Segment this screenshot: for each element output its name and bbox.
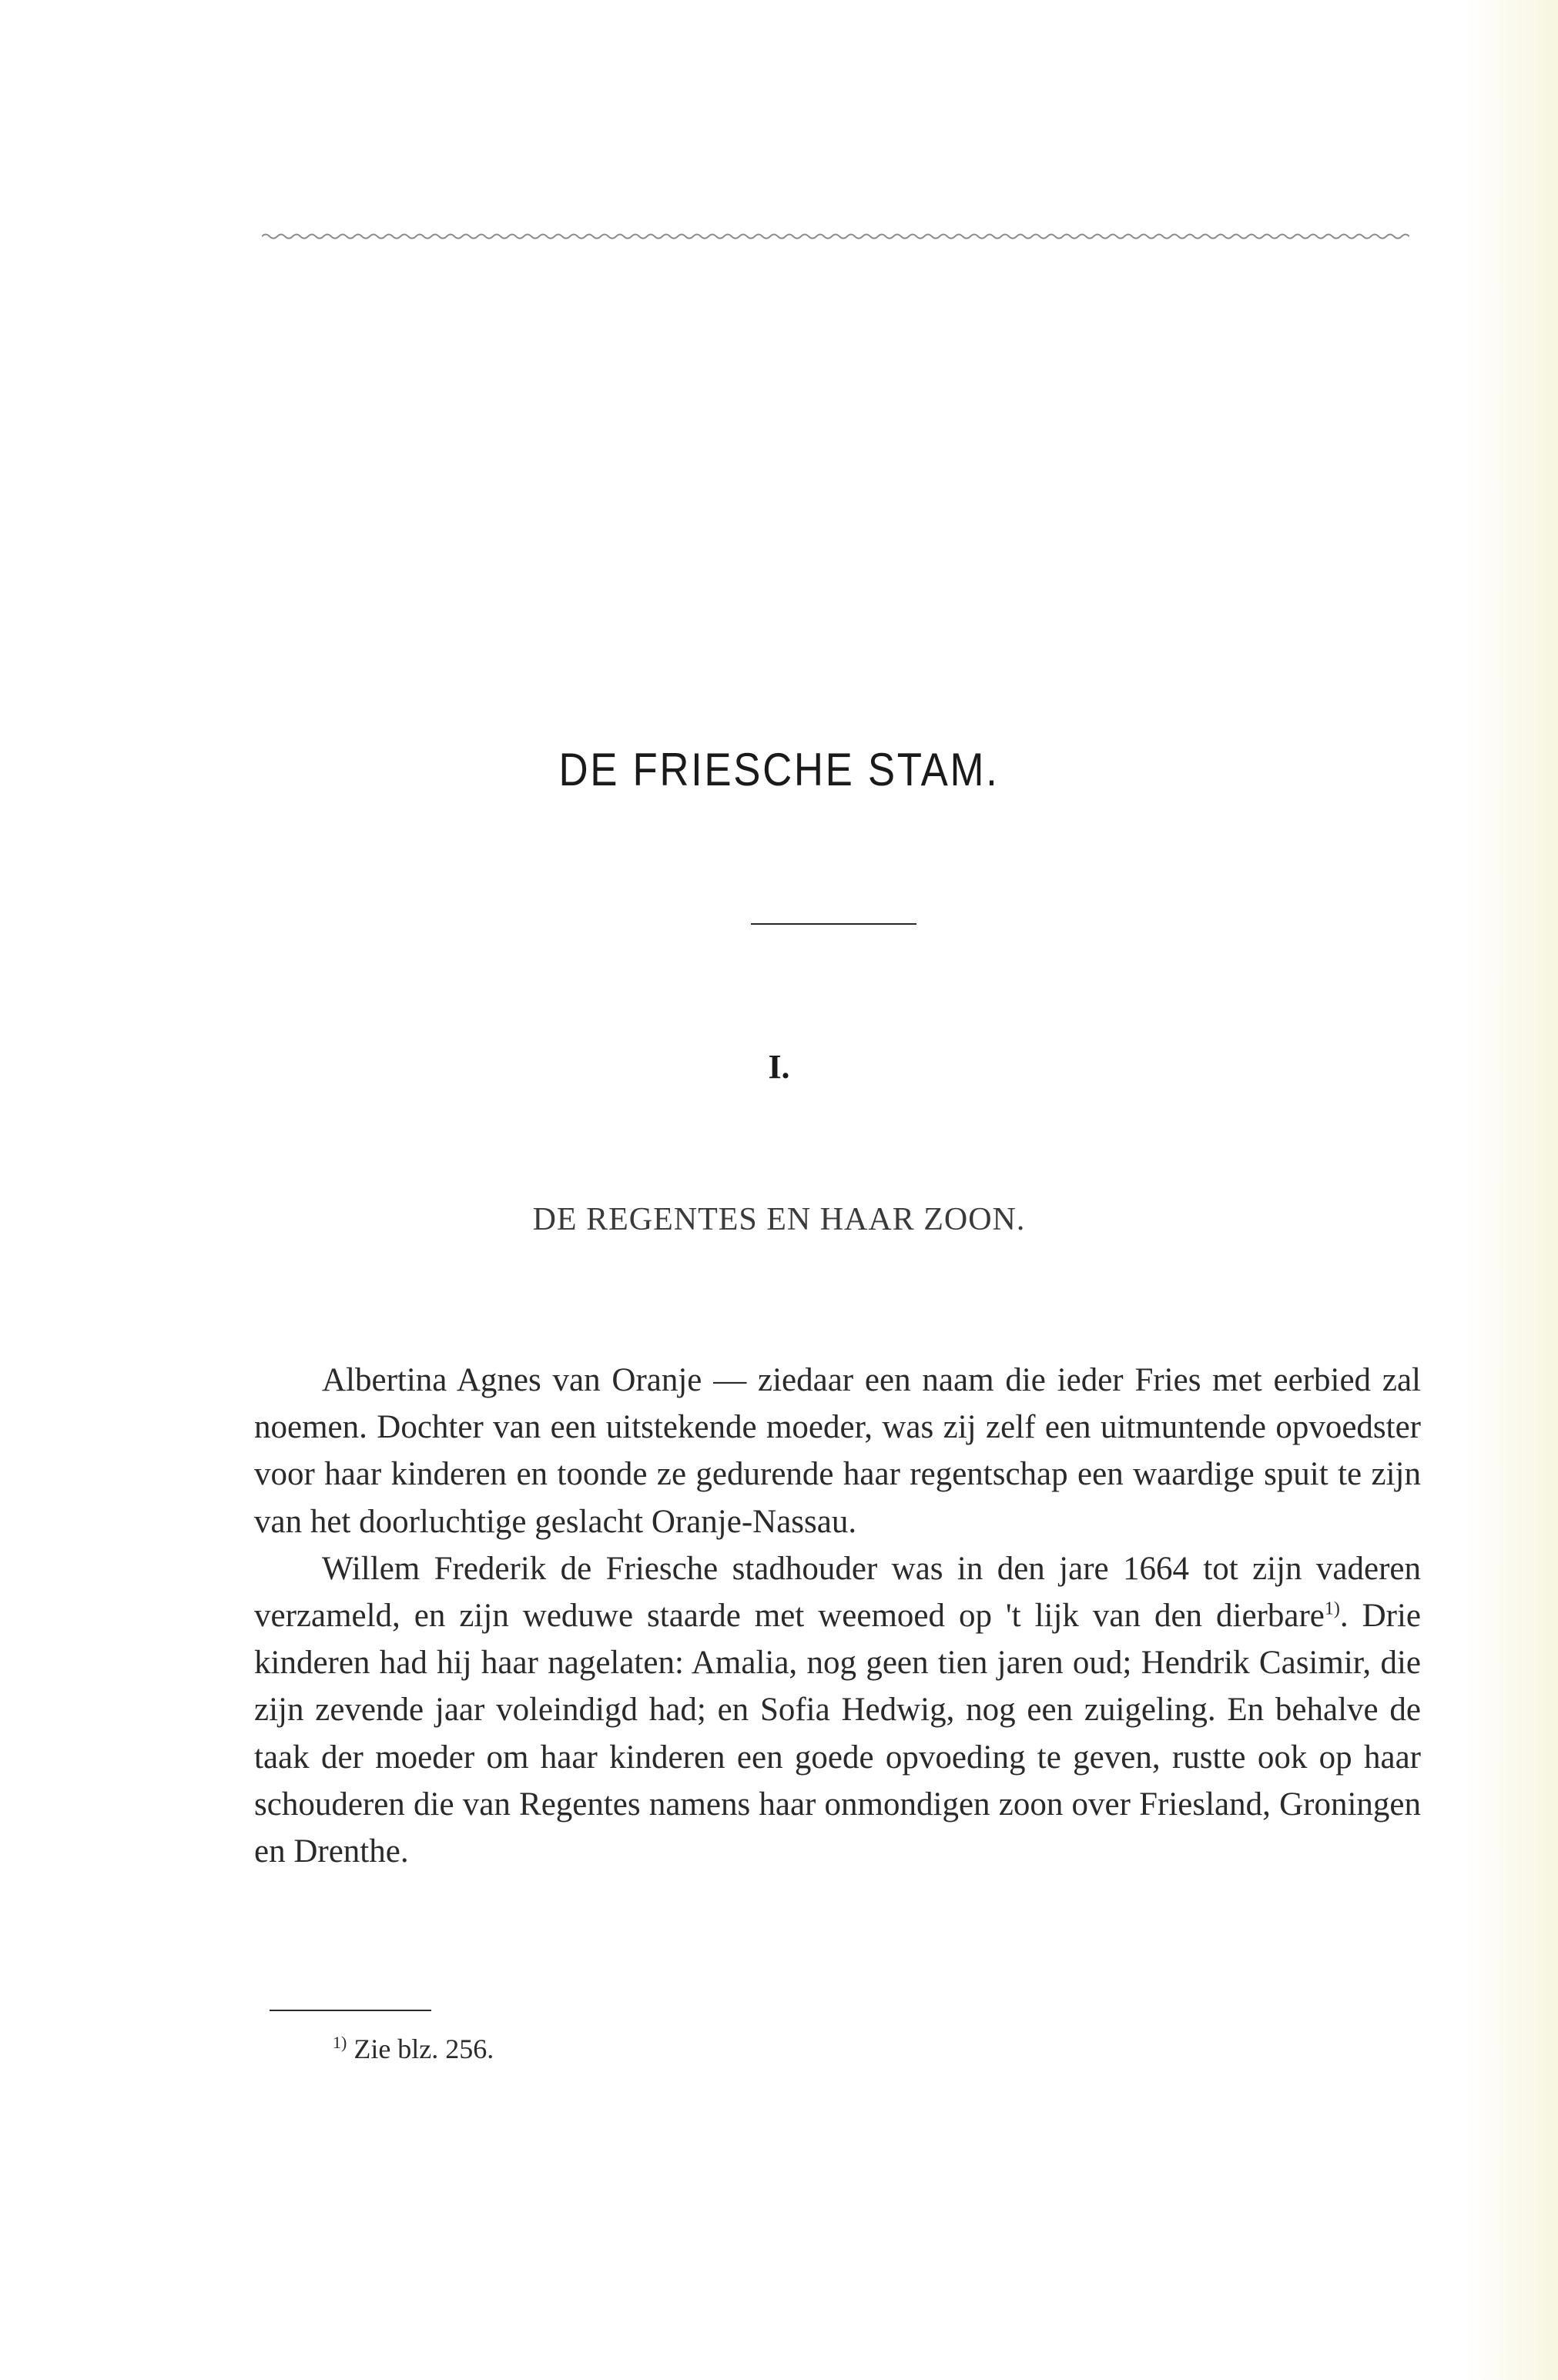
footnote-divider (270, 2010, 431, 2011)
footnote-reference: 1) (1324, 1598, 1340, 1619)
chapter-title: DE REGENTES EN HAAR ZOON. (532, 1202, 1026, 1237)
paragraph-2-text-a: Willem Frederik de Friesche stadhouder was in den jare 1664 tot zijn vaderen verzameld, en zijn weduwe staarde met weemoed op 't lijk van den dierbare (254, 1550, 1421, 1635)
paragraph-2 (254, 1545, 1421, 1875)
body-text (254, 1357, 1421, 1875)
footnote-text: Zie blz. 256. (353, 2034, 494, 2064)
title-divider (751, 923, 916, 925)
paragraph-1: Albertina Agnes van Oranje — ziedaar een naam die ieder Fries met eerbied zal noemen. Dochter van een uitstekende moeder, was zij zelf een uitmuntende opvoedster voor haar kinderen en toonde ze gedurende haar regentschap een waardige spuit te zijn van het doorluchtige geslacht Oranje-Nassau. (254, 1362, 1421, 1540)
footnote (333, 2033, 494, 2065)
main-title: DE FRIESCHE STAM. (558, 744, 1000, 795)
ornamental-rule (262, 231, 1409, 242)
footnote-mark: 1) (333, 2033, 347, 2052)
page-edge-tint (1466, 0, 1558, 2380)
chapter-numeral: I. (768, 1048, 790, 1086)
paragraph-2-text-b: . Drie kinderen had hij haar nagelaten: Amalia, nog geen tien jaren oud; Hendrik Casimir, die zijn zevende jaar voleindigd had; en Sofia Hedwig, nog een zuigeling. En behalve de taak der moeder om haar kinderen een goede opvoeding te geven, rustte ook op haar schouderen die van Regentes namens haar onmondigen zoon over Friesland, Groningen en Drenthe. (254, 1598, 1422, 1870)
